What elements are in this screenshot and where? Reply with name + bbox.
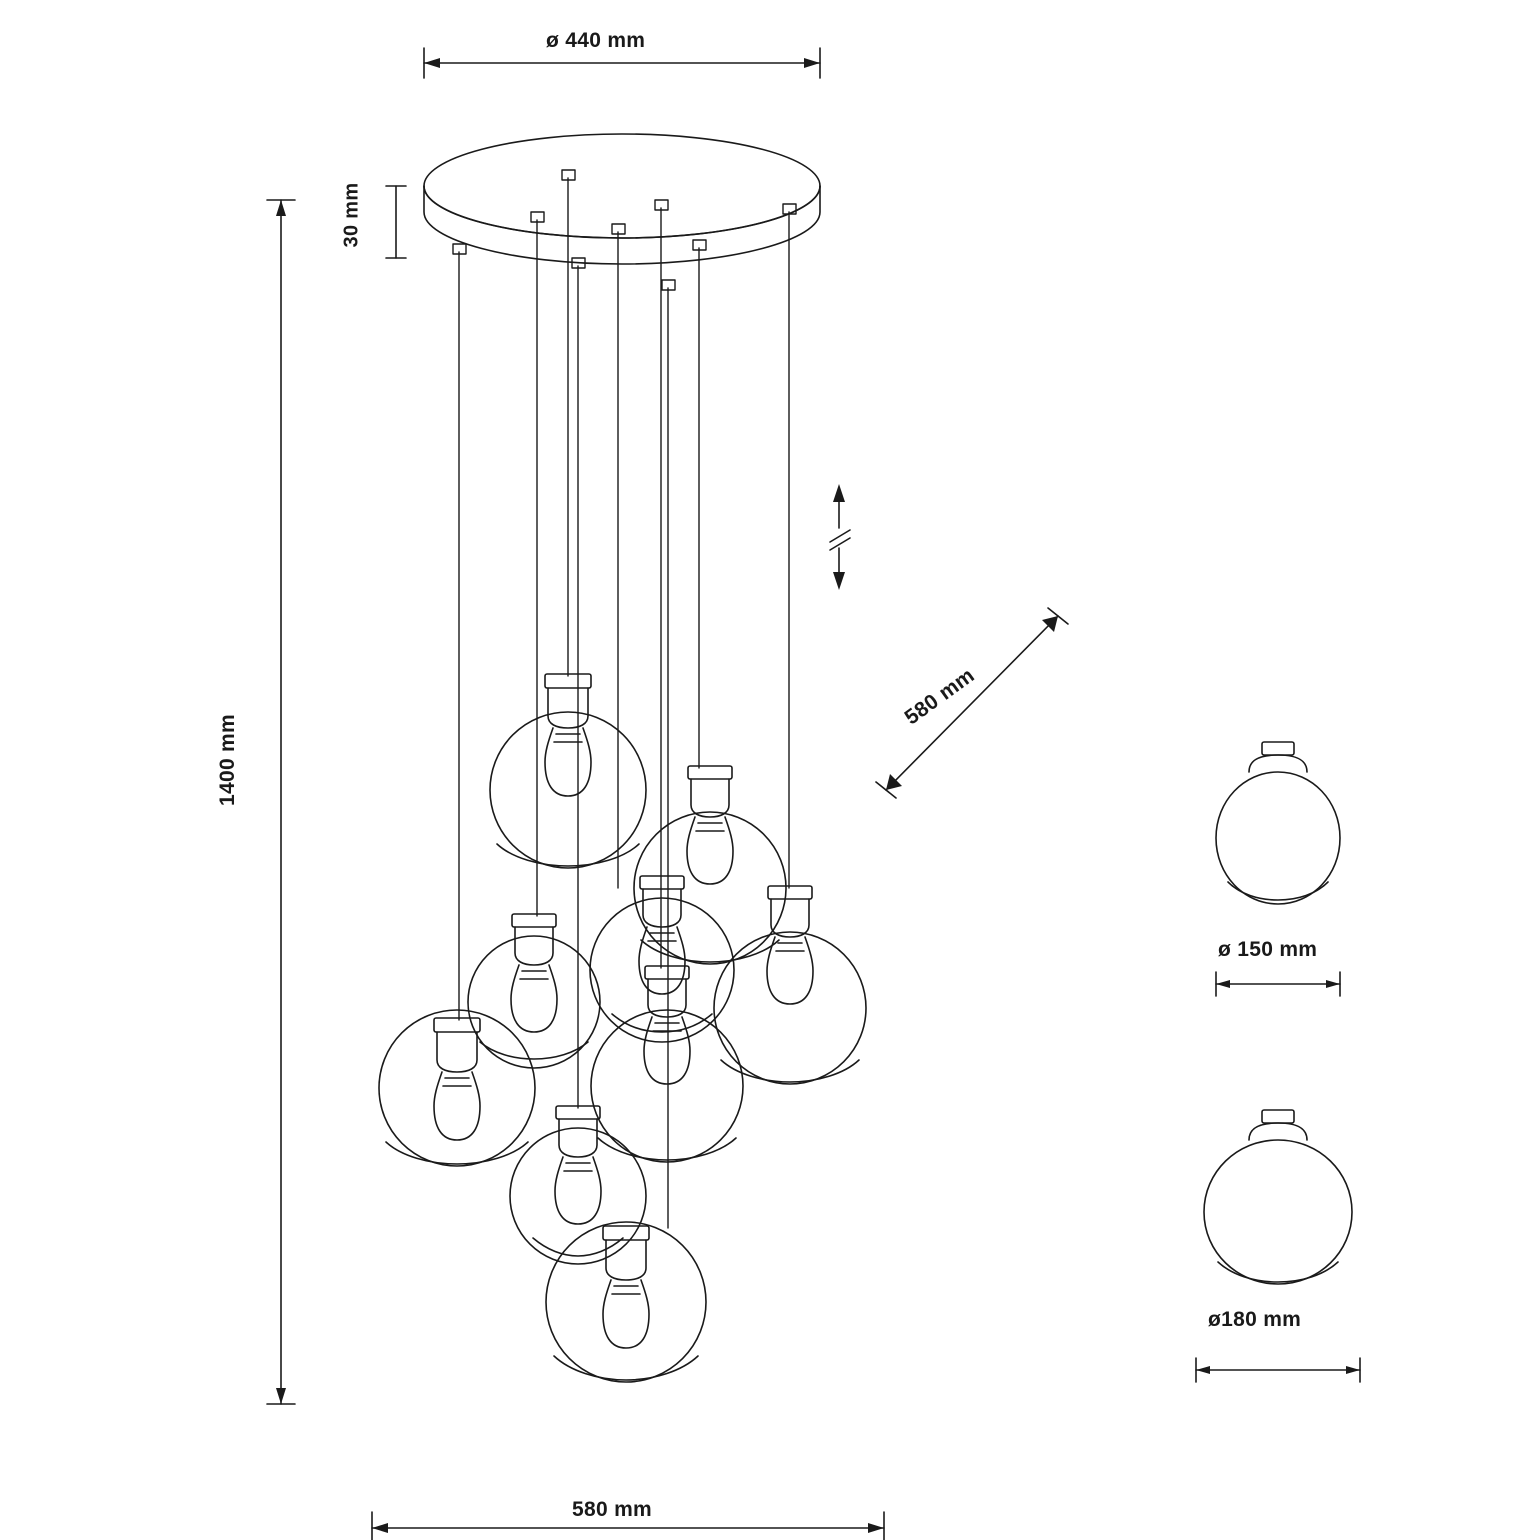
pendant-shade bbox=[468, 914, 600, 1068]
adjustable-height-icon bbox=[830, 484, 850, 590]
label-spread-diagonal: 580 mm bbox=[900, 663, 979, 730]
pendant-shade bbox=[634, 766, 786, 964]
label-spread-width: 580 mm bbox=[572, 1498, 653, 1521]
dimension-shade-large-diameter bbox=[1196, 1358, 1360, 1382]
dimension-shade-small-diameter bbox=[1216, 972, 1340, 996]
label-canopy-height: 30 mm bbox=[340, 182, 363, 248]
dimension-spread-diagonal bbox=[876, 608, 1068, 798]
pendant-shade bbox=[591, 966, 743, 1162]
shade-detail-small bbox=[1216, 742, 1340, 904]
label-shade-small-diameter: ø 150 mm bbox=[1218, 938, 1318, 961]
pendant-shade bbox=[490, 674, 646, 868]
shade-detail-large bbox=[1204, 1110, 1352, 1284]
dimension-overall-height bbox=[267, 200, 295, 1404]
label-overall-height: 1400 mm bbox=[216, 714, 239, 806]
label-shade-large-diameter: ø180 mm bbox=[1208, 1308, 1302, 1331]
pendant-shade bbox=[379, 1010, 535, 1166]
dimension-canopy-height bbox=[386, 186, 406, 258]
pendant-shade bbox=[546, 1222, 706, 1382]
label-canopy-diameter: ø 440 mm bbox=[546, 29, 646, 52]
canopy-plate bbox=[424, 134, 820, 264]
